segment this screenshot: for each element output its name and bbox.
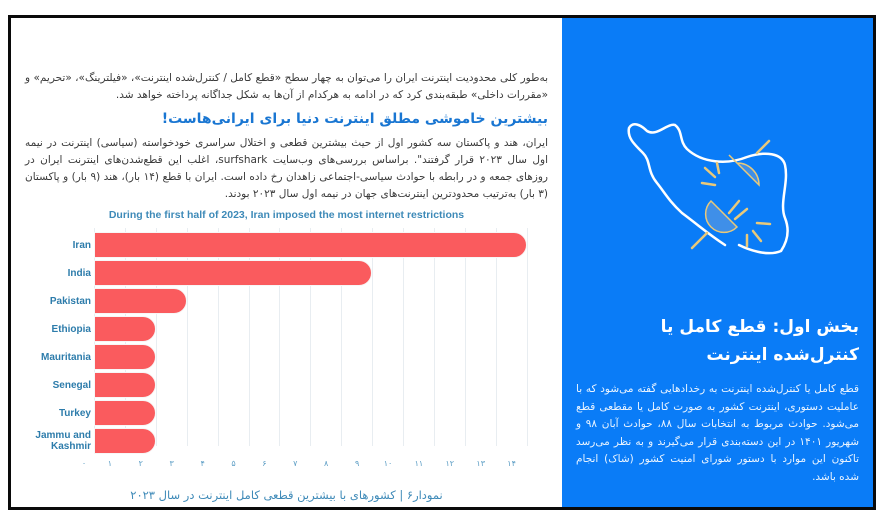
- bar-category-label: Senegal: [52, 380, 91, 391]
- bar-category-label: Ethiopia: [51, 324, 91, 335]
- gridline: [527, 228, 528, 446]
- gridline: [403, 228, 404, 446]
- bar-pakistan: [94, 288, 187, 314]
- article-column: [11, 18, 562, 507]
- section-heading: بیشترین خاموشی مطلق اینترنت دنیا برای ایرانی‌هاست!: [161, 111, 548, 127]
- x-tick-label: ۹: [354, 459, 360, 468]
- chart-caption: نمودار۶ | کشورهای با بیشترین قطعی کامل اینترنت در سال ۲۰۲۳: [130, 488, 443, 502]
- bar-mauritania: [94, 344, 156, 370]
- x-tick-label: ۵: [231, 459, 236, 468]
- bar-category-label: Pakistan: [49, 296, 91, 307]
- bar-senegal: [94, 372, 156, 398]
- sidebar-title-line2: کنترل‌شده اینترنت: [706, 345, 859, 365]
- bar-category-label: Jammu and Kashmir: [35, 430, 91, 452]
- x-tick-label: ۱۴: [507, 459, 516, 468]
- bar-iran: [94, 232, 527, 258]
- sidebar-body: قطع کامل یا کنترل‌شده اینترنت به رخدادهایی گفته می‌شود که با عاملیت دستوری، اینترنت کشور به صورت کامل یا مقطعی قطع می‌شود. حوادث مربوط به انتخابات سال ۸۸، حوادث آبان ۹۸ و شهریور ۱۴۰۱ در این دسته‌بندی قرار می‌گیرند و به نظر می‌رسد تاکنون این موارد با دستور شورای امنیت کشور (شاک) انجام شده باشد.: [576, 383, 859, 483]
- x-tick-label: ۷: [293, 459, 298, 468]
- chart-title: During the first half of 2023, Iran imposed the most internet restrictions: [108, 209, 465, 221]
- bar-category-label: Turkey: [58, 408, 91, 419]
- sidebar-title-line1: بخش اول: قطع کامل یا: [660, 317, 859, 337]
- bar-turkey: [94, 400, 156, 426]
- x-tick-label: ۳: [169, 459, 174, 468]
- x-tick-label: ۸: [324, 459, 329, 468]
- gridline: [465, 228, 466, 446]
- x-tick-label: ۴: [200, 459, 205, 468]
- x-tick-label: ۲: [138, 459, 143, 468]
- x-tick-label: ۱: [107, 459, 113, 468]
- gridline: [496, 228, 497, 446]
- x-tick-label: ۰: [81, 459, 87, 468]
- x-tick-label: ۱۰: [383, 459, 393, 468]
- bar-ethiopia: [94, 316, 156, 342]
- x-tick-label: ۶: [262, 459, 267, 468]
- bar-jammu-and-kashmir: [94, 428, 156, 454]
- x-tick-label: ۱۳: [476, 459, 485, 468]
- page-frame: [8, 15, 876, 510]
- bar-category-label: India: [67, 268, 91, 279]
- bar-india: [94, 260, 372, 286]
- bar-category-label: Mauritania: [40, 352, 91, 363]
- gridline: [434, 228, 435, 446]
- x-tick-label: ۱۱: [414, 459, 424, 468]
- sidebar-title: [661, 313, 859, 369]
- sidebar-panel: [562, 18, 873, 507]
- bar-chart: [11, 228, 562, 468]
- gridline: [372, 228, 373, 446]
- section-paragraph: ایران، هند و پاکستان سه کشور اول از حیث بیشترین قطعی و اختلال سراسری خودخواسته (سیاسی) اینترنت در نیمه اول سال ۲۰۲۳ قرار گرفتند". براساس بررسی‌های وب‌سایت surfshark، اغلب این قطع‌شدن‌های اینترنت ایران در روزهای جمعه و در رابطه با حوادث سیاسی-اجتماعی زاهدان رخ داده است. ایران با قطع (۱۴ بار)، هند (۹ بار) و پاکستان (۳ بار) به‌ترتیب محدودترین اینترنت‌های جهان در نیمه اول سال ۲۰۲۳ بودند.: [25, 137, 548, 200]
- iran-map-unplugged-icon: [607, 73, 827, 273]
- bar-category-label: Iran: [72, 240, 91, 251]
- x-tick-label: ۱۲: [445, 459, 455, 468]
- intro-paragraph: به‌طور کلی محدودیت اینترنت ایران را می‌توان به چهار سطح «قطع کامل / کنترل‌شده اینترنت»، «فیلترینگ»، «تحریم» و «مقررات داخلی» طبقه‌بندی کرد که در ادامه به هرکدام از آن‌ها به شکل جداگانه پرداخته خواهد شد.: [25, 72, 548, 101]
